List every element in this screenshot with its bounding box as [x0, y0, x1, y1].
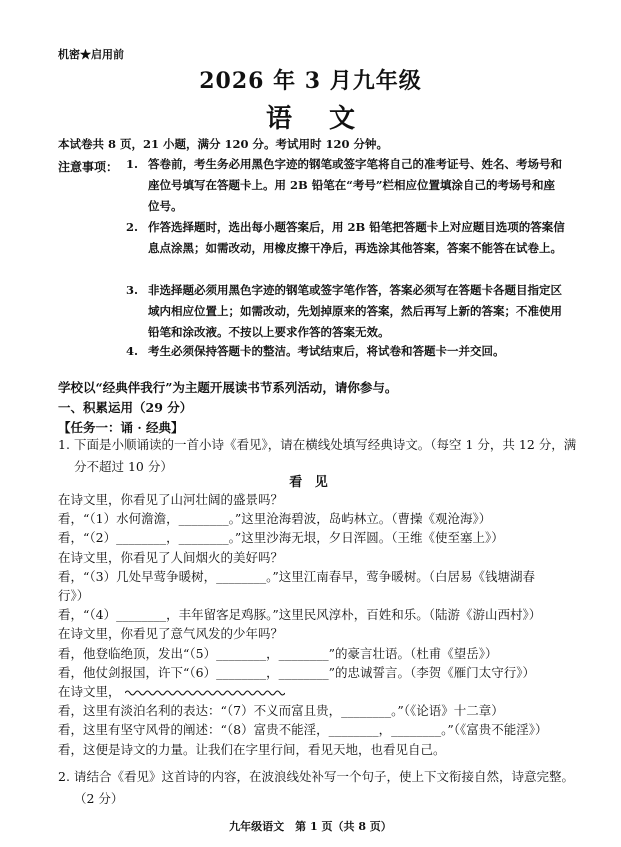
poem-line: 看，这里有坚守风骨的阐述：“（8）富贵不能淫，________，________。”（《富贵不能淫》） [58, 722, 548, 738]
note-number: 4. [126, 344, 139, 358]
note-number: 1. [126, 157, 139, 171]
poem-line: 在诗文里，你看见了人间烟火的美好吗？ [58, 549, 284, 565]
note-text: 考生必须保持答题卡的整洁。考试结束后，将试卷和答题卡一并交回。 [148, 344, 505, 358]
note-number: 2. [126, 220, 139, 234]
poem-line: 看，他仗剑报国，许下“（6）________，________”的忠诚誓言。（李贺《雁门太守行》） [58, 664, 535, 680]
note-text: 作答选择题时，选出每小题答案后，用 2B 铅笔把答题卡上对应题目选项的答案信息点涂黑；如需改动，用橡皮擦干净后，再选涂其他答案，答案不能答在试卷上。 [148, 220, 565, 255]
question-text: 请结合《看见》这首诗的内容，在波浪线处补写一个句子，使上下文衔接自然，诗意完整。（2 分） [74, 768, 575, 806]
exam-title: 2026 年 3 月九年级 [199, 68, 422, 94]
notes-label: 注意事项： [58, 160, 119, 174]
poem-line: 看，“（1）水何澹澹，________。”这里沧海碧波，岛屿林立。（曹操《观沧海》） [58, 511, 492, 527]
poem-line: 看，“（2）________，________。”这里沙海无垠，夕日浑圆。（王维《使至塞上》） [58, 530, 504, 546]
note-number: 3. [126, 283, 139, 297]
note-item [126, 280, 566, 343]
poem-line: 看，这里有淡泊名利的表达：“（7）不义而富且贵，________。”（《论语》十二章） [58, 703, 504, 719]
poem-line: 在诗文里，你看见了山河壮阔的盛景吗？ [58, 492, 284, 507]
confidential-mark: 机密★启用前 [58, 48, 124, 61]
task-heading: 【任务一：诵 · 经典】 [58, 420, 184, 435]
question-text: 下面是小顺诵读的一首小诗《看见》，请在横线处填写经典诗文。（每空 1 分，共 12 分，满分不超过 10 分） [74, 437, 577, 474]
poem-line: 看，这便是诗文的力量。让我们在字里行间，看见天地，也看见自己。 [58, 741, 446, 757]
poem-title: 看 见 [289, 475, 332, 490]
question-2 [58, 766, 584, 810]
poem-line: 看，他登临绝顶，发出“（5）________，________”的豪言壮语。（杜甫《望岳》） [58, 645, 498, 661]
note-item [126, 341, 566, 362]
poem-line: 在诗文里，你看见了意气风发的少年吗？ [58, 626, 284, 642]
section-heading: 一、积累运用（29 分） [58, 400, 193, 415]
page-footer: 九年级语文 第 1 页（共 8 页） [229, 820, 392, 833]
poem-line: 行》） [58, 588, 90, 603]
note-text: 非选择题必须用黑色字迹的钢笔或签字笔作答，答案必须写在答题卡各题目指定区域内相应位置上；如需改动，先划掉原来的答案，然后再写上新的答案；不准使用铅笔和涂改液。不按以上要求作答的答案无效。 [148, 283, 562, 339]
exam-info: 本试卷共 8 页，21 小题，满分 120 分。考试用时 120 分钟。 [58, 137, 389, 151]
activity-intro: 学校以“经典伴我行”为主题开展读书节系列活动，请你参与。 [58, 380, 398, 395]
question-number: 2. [58, 768, 70, 784]
note-text: 答卷前，考生务必用黑色字迹的钢笔或签字笔将自己的准考证号、姓名、考场号和座位号填写在答题卡上。用 2B 铅笔在“考号”栏相应位置填涂自己的考场号和座位号。 [148, 157, 562, 213]
poem-line: 看，“（4）________，丰年留客足鸡豚。”这里民风淳朴，百姓和乐。（陆游《游山西村》） [58, 607, 542, 623]
poem-line: 看，“（3）几处早莺争暖树，________。”这里江南春早，莺争暖树。（白居易《钱塘湖春 [58, 568, 535, 584]
poem-line-text: 在诗文里， [58, 684, 121, 699]
note-item [126, 217, 566, 259]
wavy-underline[interactable] [125, 688, 285, 698]
question-number: 1. [58, 437, 70, 452]
note-item [126, 154, 566, 217]
subject-title: 语 文 [265, 104, 370, 134]
